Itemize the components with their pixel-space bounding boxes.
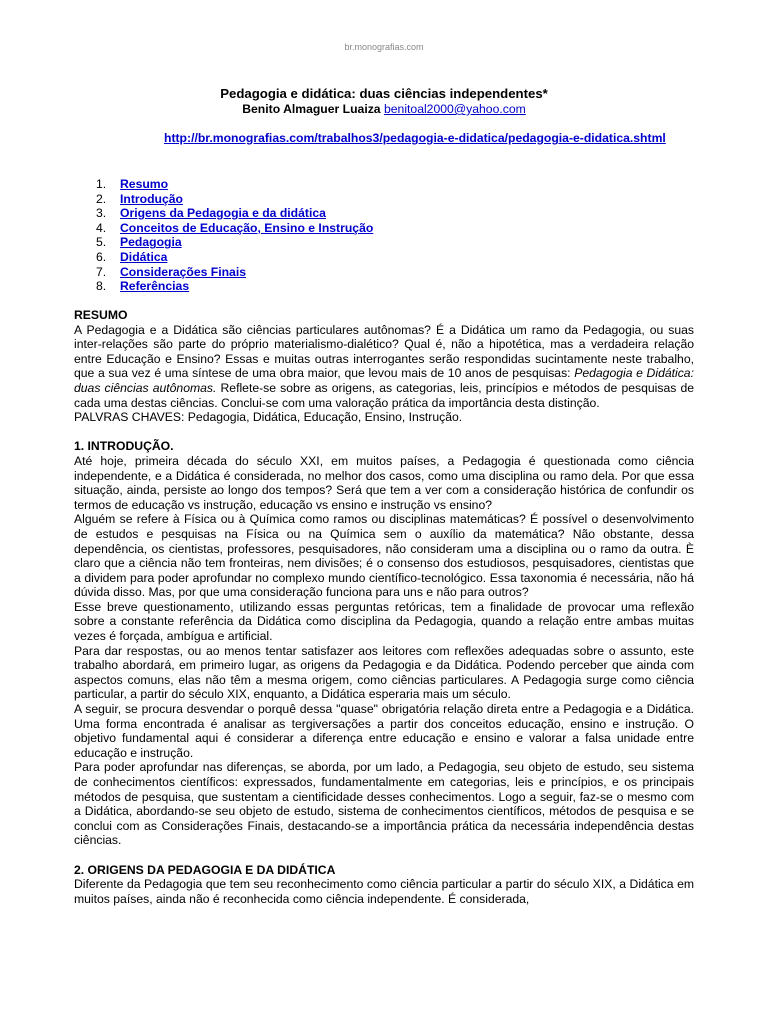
- toc-link-origens[interactable]: Origens da Pedagogia e da didática: [120, 206, 326, 221]
- section-heading-origens: 2. ORIGENS DA PEDAGOGIA E DA DIDÁTICA: [74, 862, 336, 877]
- paragraph: A seguir, se procura desvendar o porquê dessa "quase" obrigatória relação direta entre a Pedagogia e a Didática. Uma forma encontrada é analisar as tergiversações a partir dos conceitos educação, ensino e instrução. O objetivo fundamental aqui é considerar a diferença entre educação e ensino e valorar a falsa unidade entre educação e instrução.: [74, 702, 694, 760]
- document-body: [74, 308, 694, 906]
- toc-link-consideracoes[interactable]: Considerações Finais: [120, 264, 246, 279]
- toc-link-introducao[interactable]: Introdução: [120, 191, 183, 206]
- toc-item: 1. Resumo: [96, 177, 169, 191]
- site-header: br.monografias.com: [344, 42, 424, 52]
- source-url-link[interactable]: http://br.monografias.com/trabalhos3/pedagogia-e-didatica/pedagogia-e-didatica.shtml: [164, 131, 666, 145]
- toc-item: 2. Introdução: [96, 191, 183, 206]
- toc-item: 7. Considerações Finais: [96, 264, 246, 279]
- toc-link-didatica[interactable]: Didática: [120, 249, 168, 264]
- toc-link-resumo[interactable]: Resumo: [120, 177, 169, 191]
- toc-link-pedagogia[interactable]: Pedagogia: [120, 235, 182, 250]
- author-name: Benito Almaguer Luaiza: [242, 102, 381, 116]
- paragraph: Para dar respostas, ou ao menos tentar satisfazer aos leitores com reflexões adequadas sobre o assunto, este trabalho abordará, em primeiro lugar, as origens da Pedagogia e da Didática. Podendo perceber que ainda com aspectos comuns, elas não têm a mesma origem, como ciências particulares. A Pedagogia surge como ciência particular, a partir do século XIX, enquanto, a Didática esperaria mais um século.: [74, 643, 694, 702]
- author-email-link[interactable]: benitoal2000@yahoo.com: [383, 102, 526, 116]
- toc-item: 4. Conceitos de Educação, Ensino e Instrução: [96, 220, 374, 235]
- toc-item: 3. Origens da Pedagogia e da didática: [96, 206, 326, 221]
- paragraph: Até hoje, primeira década do século XXI, em muitos países, a Pedagogia é questionada como ciência independente, e a Didática é considerada, no melhor dos casos, como uma disciplina ou ramo dela. Por que essa situação, ainda, persiste ao longo dos tempos? Será que tem a ver com a consideração histórica de confundir os termos de educação vs instrução, educação vs ensino e instrução vs ensino?: [74, 453, 694, 512]
- toc-item: 5. Pedagogia: [96, 235, 182, 250]
- section-heading-introducao: 1. INTRODUÇÃO.: [74, 439, 174, 454]
- resumo-paragraph: A Pedagogia e a Didática são ciências particulares autônomas? É a Didática um ramo da Pedagogia, ou suas inter-relações são parte do próprio materialismo-dialético? Qual é, não a hipotética, mas a verdadeira relação entre Educação e Ensino? Essas e muitas outras interrogantes serão respondidas sucintamente neste trabalho, que a sua vez é uma síntese de uma obra maior, que levou mais de 10 anos de pesquisas: Pedagogia e Didática: duas ciências autônomas. Reflete-se sobre as origens, as categorias, leis, princípios e métodos de pesquisas de cada uma destas ciências. Conclui-se com uma valoração prática da importância desta distinção.: [74, 322, 695, 410]
- section-heading-resumo: RESUMO: [74, 308, 128, 322]
- author-line: [74, 102, 694, 116]
- table-of-contents: [96, 177, 373, 294]
- paragraph: Diferente da Pedagogia que tem seu reconhecimento como ciência particular a partir do século XIX, a Didática em muitos países, ainda não é reconhecida como ciência independente. É considerada,: [74, 877, 694, 906]
- toc-item: 6. Didática: [96, 249, 168, 264]
- paragraph: Para poder aprofundar nas diferenças, se aborda, por um lado, a Pedagogia, seu objeto de estudo, seu sistema de conhecimentos científicos: expressados, fundamentalmente em categorias, leis e princípios, e os principais métodos de pesquisa, que sustentam a cientificidade desses conhecimentos. Logo a seguir, faz-se o mesmo com a Didática, abordando-se seu objeto de estudo, sistema de conhecimentos científicos, métodos de pesquisa e se conclui com as Considerações Finais, destacando-se a importância prática da necessária independência destas ciências.: [74, 760, 694, 848]
- paragraph: Esse breve questionamento, utilizando essas perguntas retóricas, tem a finalidade de provocar uma reflexão sobre a constante referência da Didática como disciplina da Pedagogia, quando a relação entre ambas muitas vezes é forçada, ambígua e artificial.: [74, 599, 694, 644]
- toc-link-conceitos[interactable]: Conceitos de Educação, Ensino e Instrução: [120, 220, 374, 235]
- document-title: Pedagogia e didática: duas ciências independentes*: [220, 86, 548, 101]
- keywords-line: PALVRAS CHAVES: Pedagogia, Didática, Educação, Ensino, Instrução.: [74, 410, 463, 425]
- toc-item: 8. Referências: [96, 279, 190, 294]
- toc-link-referencias[interactable]: Referências: [120, 279, 190, 294]
- paragraph: Alguém se refere à Física ou à Química como ramos ou disciplinas matemáticas? É possível o desenvolvimento de estudos e pesquisas na Física ou na Química sem o auxílio da matemática? Não obstante, dessa dependência, os cientistas, professores, pesquisadores, não consideram uma a disciplina ou o ramo da outra. È claro que a ciência não tem fronteiras, nem divisões; é o consenso dos estudiosos, pesquisadores, cientistas que a dividem para poder aprofundar no complexo mundo científico-tecnológico. Essa taxonomia é necessária, não há dúvida disso. Mas, por que uma consideração funciona para uns e não para outros?: [74, 512, 694, 600]
